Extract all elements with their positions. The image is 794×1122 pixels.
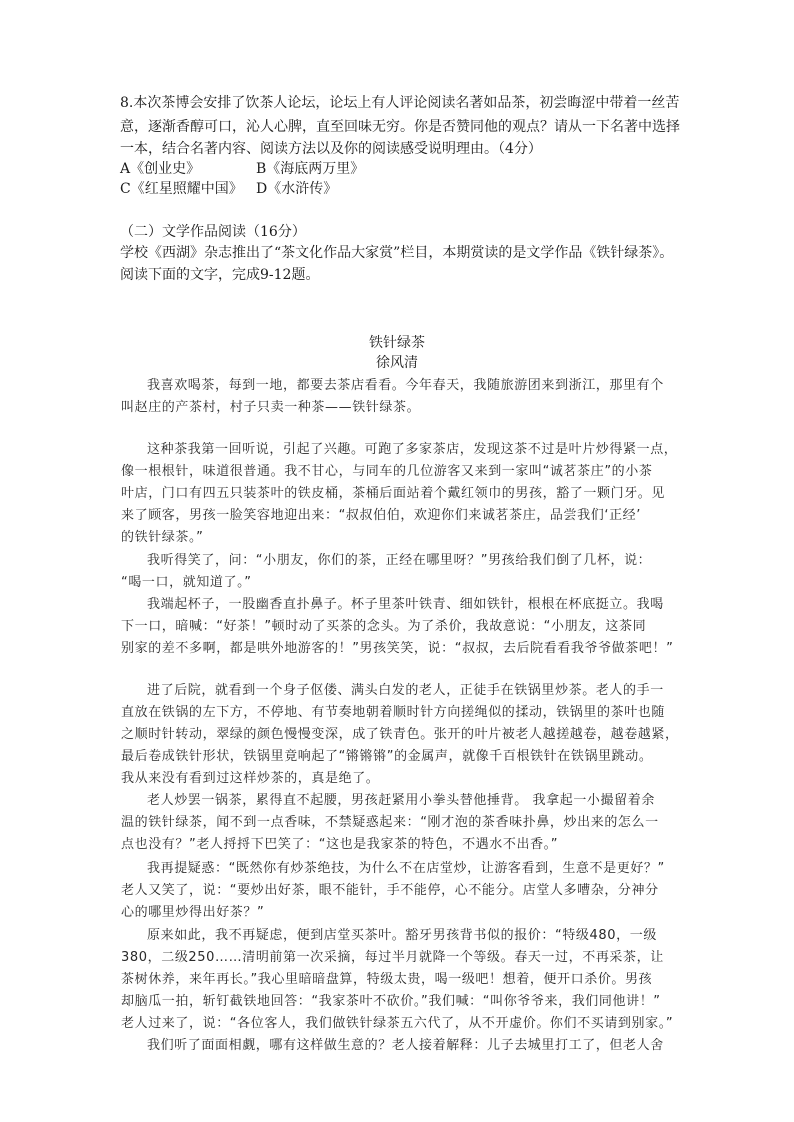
article-title: 铁针绿茶 <box>369 335 425 351</box>
article-line: 叫赵庄的产茶村，村子只卖一种茶——铁针绿茶。 <box>121 400 421 415</box>
article-line: 点也没有？”老人捋捋下巴笑了：“这也是我家茶的特色，不遇水不出香。” <box>121 837 559 852</box>
article-line: 别家的差不多啊，都是哄外地游客的！”男孩笑笑，说：“叔叔，去后院看看我爷爷做茶吧！” <box>121 641 674 656</box>
option-c: C《红星照耀中国》 <box>120 181 243 197</box>
article-line: 380，二级250……清明前第一次采摘，每过半月就降一个等级。春天一过，不再采茶，让 <box>121 950 664 965</box>
option-d: D《水浒传》 <box>256 181 338 197</box>
article-line: 原来如此，我不再疑虑，便到店堂买茶叶。豁牙男孩背书似的报价：“特级480，一级 <box>147 928 657 943</box>
article-line: 茶树休养，来年再长。”我心里暗暗盘算，特级太贵，喝一级吧！想着，便开口杀价。男孩 <box>121 972 653 987</box>
option-b: B《海底两万里》 <box>256 161 365 177</box>
article-line: 温的铁针绿茶，闻不到一点香味，不禁疑惑起来：“刚才泡的茶香味扑鼻，炒出来的怎么一 <box>121 815 659 830</box>
question-8-line: 8.本次茶博会安排了饮茶人论坛，论坛上有人评论阅读名著如品茶，初尝晦涩中带着一丝苦 <box>120 95 680 111</box>
section-heading: （二）文学作品阅读（16分） <box>120 224 306 240</box>
article-line: 这种茶我第一回听说，引起了兴趣。可跑了多家茶店，发现这茶不过是叶片炒得紧一点， <box>147 442 678 457</box>
article-line: 像一根根针，味道很普通。我不甘心，与同车的几位游客又来到一家叫“诚茗茶庄”的小茶 <box>121 464 653 479</box>
article-line: 叶店，门口有四五只装茶叶的铁皮桶，茶桶后面站着个戴红领巾的男孩，豁了一颗门牙。见 <box>121 486 666 501</box>
article-line: 最后卷成铁针形状，铁锅里竟响起了“锵锵锵”的金属声，就像千百根铁针在铁锅里跳动。 <box>121 749 653 764</box>
article-line: 进了后院，就看到一个身子伛偻、满头白发的老人，正徒手在铁锅里炒茶。老人的手一 <box>147 683 664 698</box>
article-line: 我们听了面面相觑，哪有这样做生意的？老人接着解释：儿子去城里打工了，但老人舍 <box>147 1038 664 1053</box>
article-line: 的铁针绿茶。” <box>121 530 204 545</box>
question-8-line: 意，逐渐香醇可口，沁人心脾，直至回味无穷。你是否赞同他的观点？请从一下名著中选择 <box>120 119 680 135</box>
article-line: 心的哪里炒得出好茶？” <box>121 905 265 920</box>
article-line: 我听得笑了，问：“小朋友，你们的茶，正经在哪里呀？”男孩给我们倒了几杯，说： <box>147 553 652 568</box>
article-line: 直放在铁锅的左下方，不停地、有节奏地朝着顺时针方向搓绳似的揉动，铁锅里的茶叶也随 <box>121 705 666 720</box>
article-line: 我端起杯子，一股幽香直扑鼻子。杯子里茶叶铁青、细如铁针，根根在杯底挺立。我喝 <box>147 597 664 612</box>
article-line: 之顺时针转动，翠绿的颜色慢慢变深，成了铁青色。张开的叶片被老人越搓越卷，越卷越紧， <box>121 727 679 742</box>
article-line: 却脑瓜一拍，斩钉截铁地回答：“我家茶叶不砍价。”我们喊：“叫你爷爷来，我们同他讲！” <box>121 994 661 1009</box>
option-a: A《创业史》 <box>120 161 201 177</box>
article-line: 我再提疑惑：“既然你有炒茶绝技，为什么不在店堂炒，让游客看到，生意不是更好？” <box>147 861 665 876</box>
article-line: 来了顾客，男孩一脸笑容地迎出来：“叔叔伯伯，欢迎你们来诚茗茶庄，品尝我们‘正经’ <box>121 508 641 523</box>
article-line: 我喜欢喝茶，每到一地，都要去茶店看看。今年春天，我随旅游团来到浙江，那里有个 <box>147 378 664 393</box>
section-intro-line: 学校《西湖》杂志推出了“茶文化作品大家赏”栏目，本期赏读的是文学作品《铁针绿茶》。 <box>120 245 674 261</box>
article-line: 下一口，暗喊：“好茶！”顿时动了买茶的念头。为了杀价，我故意说：“小朋友，这茶同 <box>121 619 647 634</box>
article-line: 老人炒罢一锅茶，累得直不起腰，男孩赶紧用小拳头替他捶背。 我拿起一小撮留着余 <box>147 793 655 808</box>
article-line: “喝一口，就知道了。” <box>121 575 252 590</box>
article-line: 老人过来了，说：“各位客人，我们做铁针绿茶五六代了，从不开虚价。你们不买请到别家。” <box>121 1016 674 1031</box>
article-line: 老人又笑了，说：“要炒出好茶，眼不能针，手不能停，心不能分。店堂人多嘈杂，分神分 <box>121 883 659 898</box>
article-author: 徐风清 <box>376 355 418 371</box>
question-8-line: 一本，结合名著内容、阅读方法以及你的阅读感受说明理由。（4分） <box>120 141 542 157</box>
article-line: 我从来没有看到过这样炒茶的，真是绝了。 <box>121 771 380 786</box>
section-intro-line: 阅读下面的文字，完成9-12题。 <box>120 267 320 283</box>
